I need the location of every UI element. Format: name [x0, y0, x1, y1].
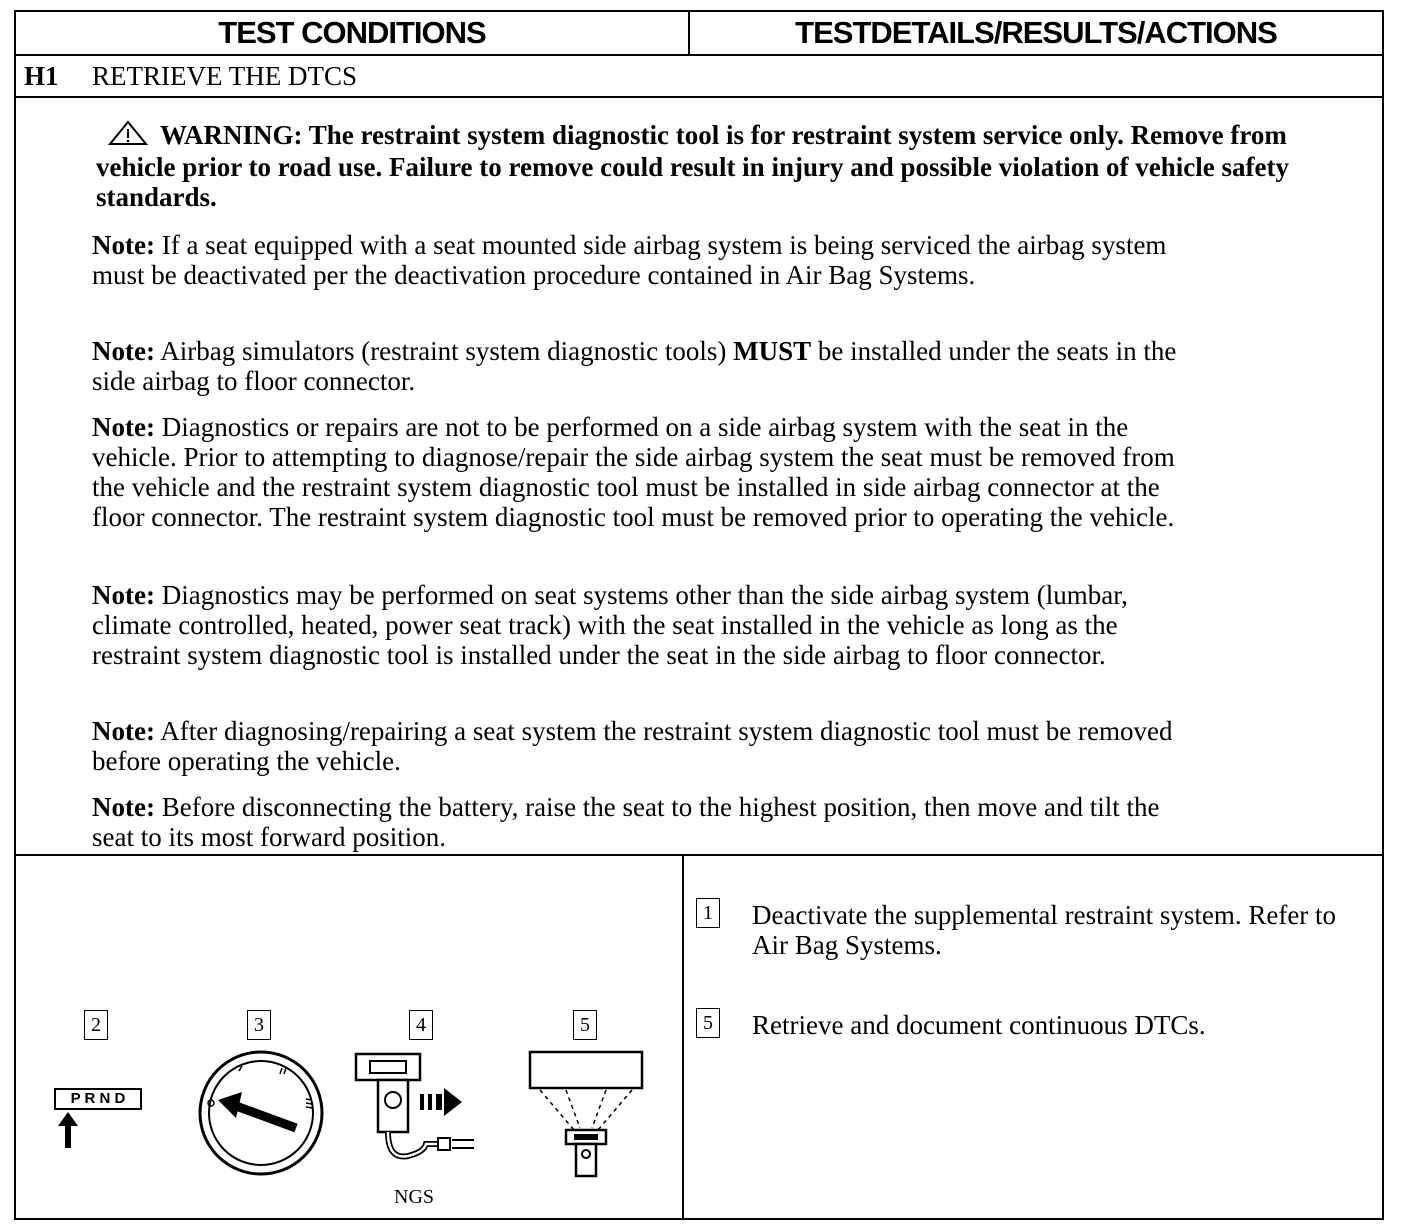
- step-id: H1: [24, 61, 59, 91]
- procedure-section: [16, 856, 1382, 1218]
- note-text: Airbag simulators (restraint system diagnostic tools): [154, 336, 734, 366]
- scan-tool-display-icon: [526, 1048, 646, 1182]
- note-text: Diagnostics may be performed on seat systems other than the side airbag system (lumbar, climate controlled, heated, power seat track) with the seat installed in the vehicle as long as the restraint system diagnostic tool is installed under the seat in the side airbag to floor connector.: [92, 580, 1128, 670]
- note-4: [92, 580, 1192, 670]
- notes-section: [16, 98, 1382, 856]
- warning-text: WARNING: The restraint system diagnostic tool is for restraint system service only. Remove from vehicle prior to road use. Failure to remove could result in injury and possible violation of vehicle safety standards.: [96, 120, 1289, 212]
- ngs-tester-icon: [354, 1052, 486, 1182]
- step-number-box: 4: [409, 1010, 433, 1040]
- note-text: If a seat equipped with a seat mounted side airbag system is being serviced the airbag system must be deactivated per the deactivation procedure contained in Air Bag Systems.: [92, 230, 1167, 290]
- actions-panel: [684, 856, 1384, 1218]
- step-title: RETRIEVE THE DTCS: [92, 61, 357, 91]
- step-number-box: 3: [247, 1010, 271, 1040]
- note-label: Note:: [92, 580, 155, 610]
- note-label: Note:: [92, 716, 155, 746]
- note-3: [92, 412, 1192, 532]
- note-2: [92, 336, 1192, 396]
- ignition-switch-icon: [196, 1048, 326, 1178]
- note-label: Note:: [92, 336, 155, 366]
- step-number-box: 5: [573, 1010, 597, 1040]
- action-number-box: 5: [696, 1008, 720, 1038]
- action-text: Deactivate the supplemental restraint system. Refer to Air Bag Systems.: [752, 900, 1337, 960]
- step-number-box: 2: [84, 1010, 108, 1040]
- note-label: Note:: [92, 230, 155, 260]
- note-label: Note:: [92, 792, 155, 822]
- header-test-conditions: TEST CONDITIONS: [16, 12, 690, 54]
- gear-selector-label: P R N D: [54, 1088, 142, 1110]
- note-text: Diagnostics or repairs are not to be performed on a side airbag system with the seat in the vehicle. Prior to attempting to diagnose/repair the side airbag system the seat must be removed from the vehicle and the restraint system diagnostic tool must be installed in side airbag connector at the floor connector. The restraint system diagnostic tool must be removed prior to operating the vehicle.: [92, 412, 1175, 532]
- note-text: Before disconnecting the battery, raise the seat to the highest position, then move and tilt the seat to its most forward position.: [92, 792, 1160, 852]
- step-title-row: [16, 56, 1382, 98]
- note-1: [92, 230, 1192, 290]
- note-5: [92, 716, 1192, 776]
- gear-selector-icon: [54, 1088, 144, 1150]
- ngs-label: NGS: [394, 1186, 435, 1208]
- note-emphasis: MUST: [733, 336, 812, 366]
- diagnostic-table: [14, 10, 1384, 1220]
- header-test-details: TESTDETAILS/RESULTS/ACTIONS: [795, 15, 1277, 50]
- note-6: [92, 792, 1192, 852]
- action-number-box: 1: [696, 898, 720, 928]
- note-text: After diagnosing/repairing a seat system the restraint system diagnostic tool must be removed before operating the vehicle.: [92, 716, 1173, 776]
- note-text: be installed under the seats in the side airbag to floor connector.: [92, 336, 1177, 396]
- action-text: Retrieve and document continuous DTCs.: [752, 1010, 1206, 1040]
- illustration-panel: [16, 856, 684, 1218]
- note-label: Note:: [92, 412, 155, 442]
- table-header: [16, 12, 1382, 56]
- warning-block: [96, 120, 1336, 212]
- warning-triangle-icon: [108, 120, 148, 152]
